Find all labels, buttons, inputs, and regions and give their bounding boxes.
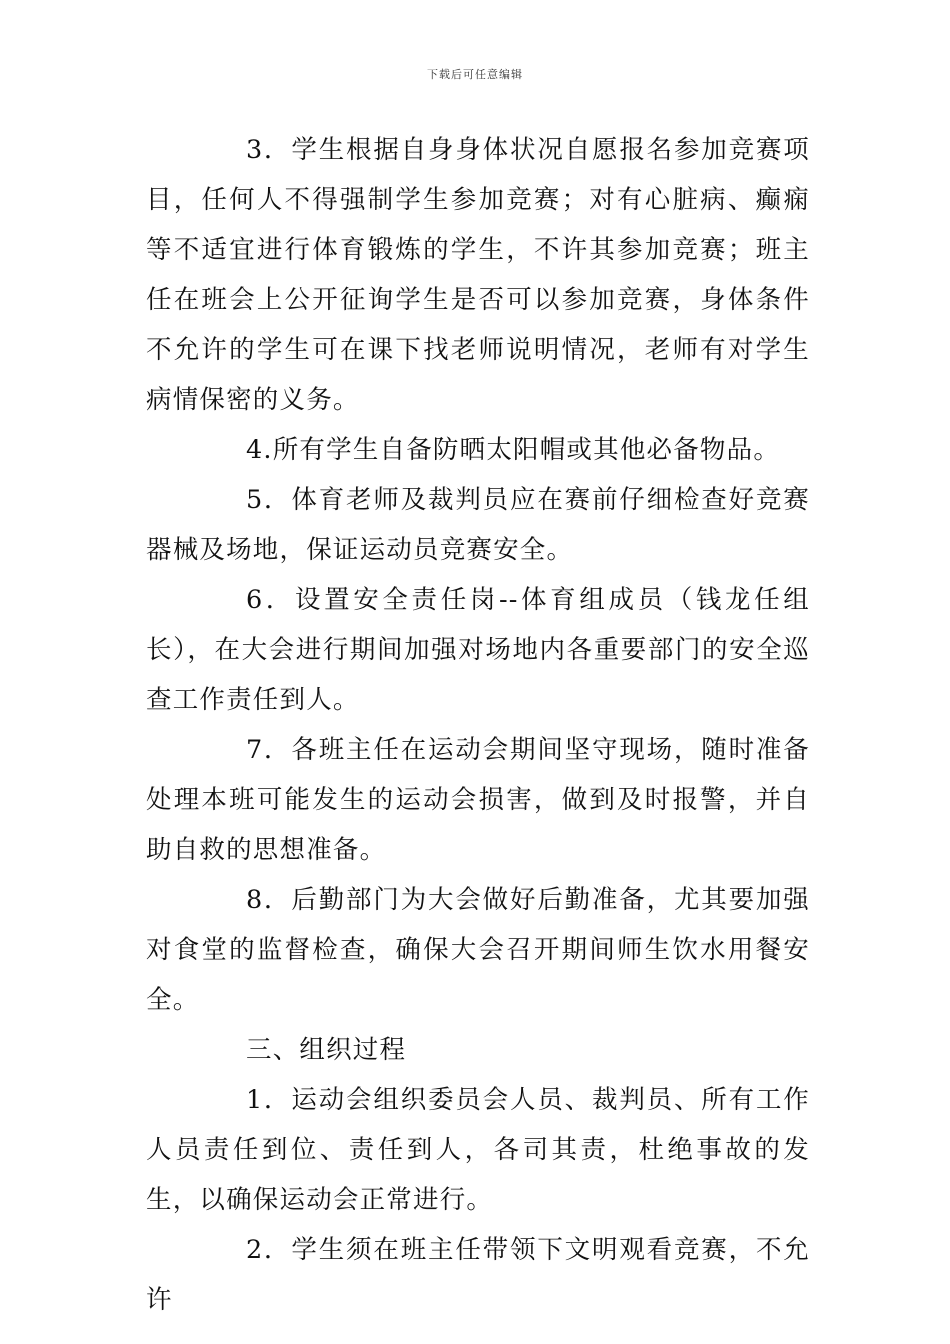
page-header: 下载后可任意编辑 xyxy=(427,68,523,81)
paragraph-item-6: 6．设置安全责任岗--体育组成员（钱龙任组长），在大会进行期间加强对场地内各重要部门的安全巡查工作责任到人。 xyxy=(146,585,810,715)
paragraph-item-7: 7．各班主任在运动会期间坚守现场，随时准备处理本班可能发生的运动会损害，做到及时报警，并自助自救的思想准备。 xyxy=(146,735,810,865)
paragraph-process-1: 1．运动会组织委员会人员、裁判员、所有工作人员责任到位、责任到人，各司其责，杜绝事故的发生，以确保运动会正常进行。 xyxy=(146,1085,810,1215)
paragraph-item-5: 5．体育老师及裁判员应在赛前仔细检查好竞赛器械及场地，保证运动员竞赛安全。 xyxy=(146,485,810,565)
paragraph-process-2: 2．学生须在班主任带领下文明观看竞赛，不允许 xyxy=(146,1235,810,1315)
section-heading-organization-process: 三、组织过程 xyxy=(246,1035,407,1065)
paragraph-item-4: 4.所有学生自备防晒太阳帽或其他必备物品。 xyxy=(246,435,781,465)
paragraph-item-8: 8．后勤部门为大会做好后勤准备，尤其要加强对食堂的监督检查，确保大会召开期间师生饮水用餐安全。 xyxy=(146,885,810,1015)
document-body xyxy=(146,125,810,1325)
paragraph-item-3: 3．学生根据自身身体状况自愿报名参加竞赛项目，任何人不得强制学生参加竞赛；对有心脏病、癫痫等不适宜进行体育锻炼的学生，不许其参加竞赛；班主任在班会上公开征询学生是否可以参加竞赛，身体条件不允许的学生可在课下找老师说明情况，老师有对学生病情保密的义务。 xyxy=(146,135,810,415)
